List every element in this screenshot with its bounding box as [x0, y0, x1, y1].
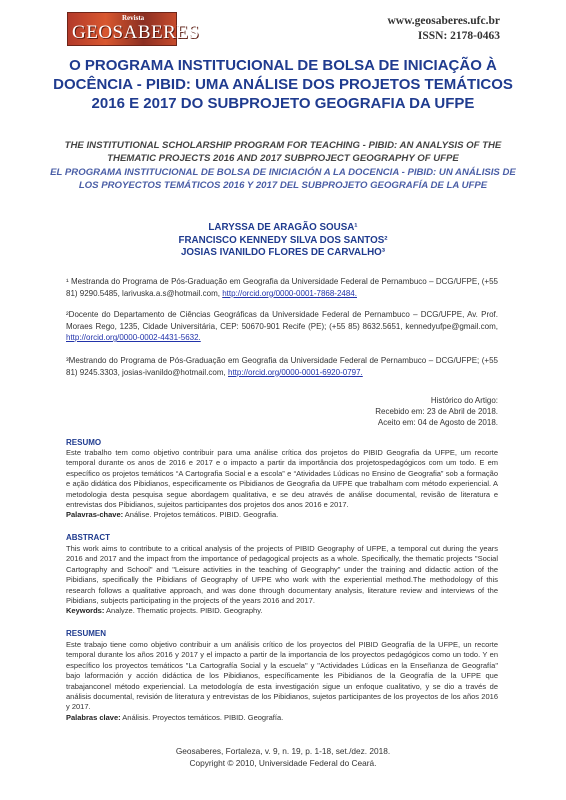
orcid-link[interactable]: http://orcid.org/0000-0001-6920-0797. [228, 367, 363, 377]
resumo-heading: RESUMO [66, 438, 102, 447]
keywords-label: Palabras clave: [66, 712, 121, 722]
resumo-body [66, 448, 498, 521]
abstract-heading: ABSTRACT [66, 533, 110, 542]
title-spanish: EL PROGRAMA INSTITUCIONAL DE BOLSA DE INICIACIÓN A LA DOCENCIA - PIBID: UN ANÁLISIS DE LOS PROYECTOS TEMÁTICOS 2016 Y 2017 DEL SUBPROJETO GEOGRAFÍA DE LA UFPE [50, 167, 516, 191]
logo-main-text: GEOSABERES [72, 22, 200, 43]
citation-text: Geosaberes, Fortaleza, v. 9, n. 19, p. 1-18, set./dez. 2018. [175, 746, 391, 756]
page-footer [0, 746, 566, 769]
accepted-date: Aceito em: 04 de Agosto de 2018. [377, 418, 498, 427]
author-name: LARYSSA DE ARAGÃO SOUSA¹ [208, 222, 358, 233]
resumen-body [66, 640, 498, 723]
affiliation-text: ²Docente do Departamento de Ciências Geográficas da Universidade Federal de Pernambuco – DCG/UFPE, Av. Prof. Moraes Rego, 1235, Cidade Universitária, CEP: 50670-901 Recife (PE); (+55 85) 8632.5651, kennedyufpe@gmail.com, [66, 310, 498, 331]
resumen-heading: RESUMEN [66, 629, 107, 638]
affiliation-3 [66, 355, 498, 378]
keywords-text: Análise. Projetos temáticos. PIBID. Geografia. [124, 510, 279, 520]
affiliation-1 [66, 276, 498, 299]
author-name: JOSIAS IVANILDO FLORES DE CARVALHO³ [180, 247, 386, 258]
resumo-text: Este trabalho tem como objetivo contribuir para uma análise crítica dos projetos do PIBID Geografia da UFPE, um recorte temporal durante os anos de 2016 e 2017 e o impacto a partir da importância dos projetospedagógicos com um todo. E em específico os projetos temáticos “A Cartografia Social e a escola” e “Atividades Lúdicas no Ensino de Geografia” sob a formação e ação didática dos Pibidianos, especificamente os Pibidianos de Geografia da UFPE que trabalham com método experiencial. A metodologia desta pesquisa segue abordagem qualitativa, e se deu através de análise documental, revisão de literatura e entrevistas dos Pibidianos, sujeitos participantes dos projetos dos anos 2016 e 2017. [66, 448, 498, 510]
abstract-text: This work aims to contribute to a critical analysis of the projects of PIBID Geography of UFPE, a temporal cut during the years 2016 and 2017 and the impact from the importance of pedagogical projects as a whole. Specifically, the thematic projects "Social Cartography and School" and "Leisure activities in the teaching of Geography" under the training and didactic action of the Pibidians, specifically the Pibidians of Geography of UFPE who work with the experiential method.The methodology of this research follows a qualitative approach, and was done through documentary analysis, literature review and interviews of the Pibidians, subjects participating in the projects of the years 2016 and 2017. [66, 544, 498, 606]
affiliation-2 [66, 309, 498, 344]
keywords-text: Analyze. Thematic projects. PIBID. Geography. [106, 606, 263, 616]
orcid-link[interactable]: http://orcid.org/0000-0002-4431-5632. [66, 333, 201, 342]
author-name: FRANCISCO KENNEDY SILVA DOS SANTOS² [178, 234, 388, 246]
history-label: Histórico do Artigo: [430, 396, 498, 405]
abstract-keywords [66, 606, 498, 616]
title-english: THE INSTITUTIONAL SCHOLARSHIP PROGRAM FOR TEACHING - PIBID: AN ANALYSIS OF THE THEMATIC PROJECTS 2016 AND 2017 SUBPROJECT GEOGRAPHY OF UFPE [64, 140, 502, 164]
journal-logo [67, 12, 200, 46]
issn-text: ISSN: 2178-0463 [417, 30, 500, 42]
resumen-keywords [66, 713, 498, 723]
abstract-body [66, 544, 498, 617]
resumen-text: Este trabajo tiene como objetivo contribuir a um análisis crítico de los proyectos del PIBID Geografía de la UFPE, un recorte temporal durante los años 2016 y 2017 y el impacto a partir de la importancia de los proyectos pedagógicos como un todo. Y en específico los proyectos temáticos "La Cartografía Social y la escuela" y "Actividades Lúdicas en la Enseñanza de Geografía" bajo laformación y acción didáctica de los Pibidianos, específicamente les Pibidianos de la Geografía de la UFPE que trabajanconel método experiencial. La metodología de esta investigación sigue un enfoque cualitativo, y se dio a través de análisis documental, revisión de literatura y entrevistas de los Pibidianos, sujetos participantes de los proyectos de los años 2016 y 2017. [66, 640, 498, 712]
keywords-label: Palavras-chave: [66, 510, 124, 520]
keywords-text: Análisis. Proyectos temáticos. PIBID. Geografía. [122, 712, 284, 722]
website-text: www.geosaberes.ufc.br [387, 15, 500, 27]
orcid-link[interactable]: http://orcid.org/0000-0001-7868-2484. [222, 288, 357, 298]
received-date: Recebido em: 23 de Abril de 2018. [375, 407, 498, 416]
copyright-text: Copyright © 2010, Universidade Federal do Ceará. [189, 757, 377, 768]
article-history [375, 395, 498, 428]
author-list [40, 222, 526, 260]
resumo-keywords [66, 510, 498, 520]
logo-small-text: Revista [122, 14, 145, 22]
keywords-label: Keywords: [66, 606, 105, 616]
affiliation-text: ³Mestrando do Programa de Pós-Graduação em Geografia da Universidade Federal de Pernambuco – DCG/UFPE; (+55 81) 9245.3303, josias-ivanildo@hotmail.com, [66, 356, 498, 377]
title-portuguese: O PROGRAMA INSTITUCIONAL DE BOLSA DE INICIAÇÃO À DOCÊNCIA - PIBID: UMA ANÁLISE DOS PROJETOS TEMÁTICOS 2016 E 2017 DO SUBPROJETO GEOGRAFIA DA UFPE [53, 57, 513, 112]
affiliation-text: ¹ Mestranda do Programa de Pós-Graduação em Geografia da Universidade Federal de Pernambuco – DCG/UFPE, (+55 81) 9290.5485, larivuska.a.s@hotmail.com, [66, 277, 498, 298]
journal-info [387, 14, 500, 44]
